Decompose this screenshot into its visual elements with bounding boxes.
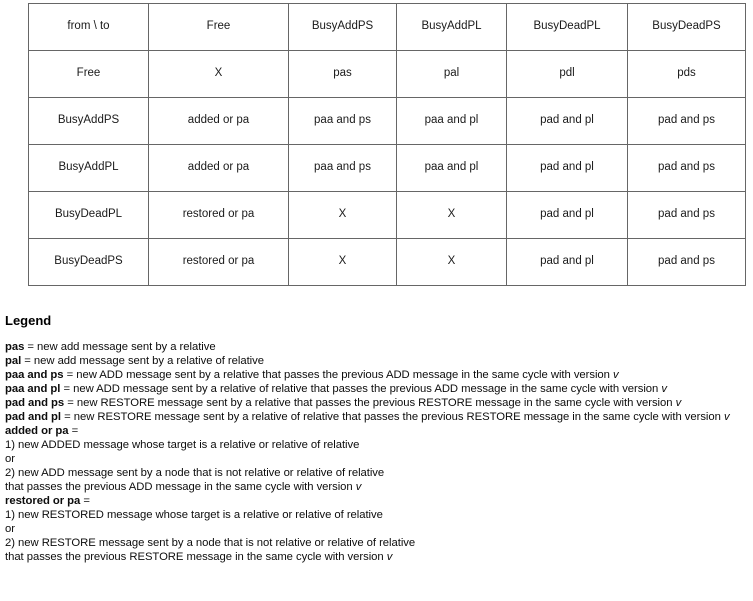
table-column-header: BusyDeadPL [507,4,628,51]
legend-version-variable: v [675,397,682,410]
legend-term: paa and ps [5,369,64,382]
table-row-header: BusyAddPL [29,145,149,192]
table-row-header: BusyAddPS [29,98,149,145]
legend-description: = new ADD message sent by a relative that passes the previous ADD message in the same cycle with version [63,369,613,382]
legend-line [5,508,750,522]
legend-description: or [5,453,15,466]
table-row [29,192,746,239]
table-cell: added or pa [149,145,289,192]
legend-line [5,340,750,354]
legend-line [5,494,750,508]
legend-term: pas [5,341,25,354]
legend-description: 1) new ADDED message whose target is a relative or relative of relative [5,439,360,452]
table-cell: X [397,192,507,239]
table-cell: pad and ps [628,192,746,239]
legend-line [5,396,750,410]
legend-term: pad and ps [5,397,65,410]
table-cell: pad and ps [628,239,746,286]
state-transition-table [28,3,746,286]
legend-term: pal [5,355,22,368]
table-column-header: Free [149,4,289,51]
table-cell: pas [289,51,397,98]
table-cell: restored or pa [149,192,289,239]
table-cell: added or pa [149,98,289,145]
legend-version-variable: v [386,551,393,564]
table-column-header: BusyDeadPS [628,4,746,51]
transition-table-container [28,3,745,286]
table-column-header: BusyAddPS [289,4,397,51]
legend-term: paa and pl [5,383,61,396]
legend-line [5,480,750,494]
legend-term: added or pa [5,425,69,438]
table-row [29,51,746,98]
legend-line [5,550,750,564]
table-cell: X [397,239,507,286]
table-cell: pad and pl [507,192,628,239]
legend-version-variable: v [612,369,619,382]
legend-description: = new add message sent by a relative [24,341,216,354]
legend-description: = [80,495,90,508]
legend-line [5,438,750,452]
legend-description: 2) new ADD message sent by a node that is not relative or relative of relative [5,467,385,480]
table-cell: paa and ps [289,98,397,145]
legend-version-variable: v [661,383,667,396]
table-cell: restored or pa [149,239,289,286]
legend-description: = new RESTORE message sent by a relative that passes the previous RESTORE message in the same cycle with version [64,397,676,410]
legend-version-variable: v [723,411,730,424]
legend-line [5,382,750,396]
table-cell: pad and pl [507,239,628,286]
legend-line [5,452,750,466]
table-cell: X [289,192,397,239]
legend-line [5,368,750,382]
legend-description: = new ADD message sent by a relative of relative that passes the previous ADD message in the same cycle with version [60,383,662,396]
legend-line [5,522,750,536]
table-cell: X [289,239,397,286]
table-row [29,145,746,192]
table-row-header: BusyDeadPS [29,239,149,286]
table-row [29,239,746,286]
legend-line [5,410,750,424]
legend-line [5,536,750,550]
legend-term: pad and pl [5,411,61,424]
legend-line [5,354,750,368]
table-corner-header: from \ to [29,4,149,51]
table-cell: pad and pl [507,145,628,192]
legend-description: 1) new RESTORED message whose target is a relative or relative of relative [5,509,383,522]
table-cell: pad and pl [507,98,628,145]
legend-description: that passes the previous ADD message in the same cycle with version [5,481,356,494]
table-cell: pad and ps [628,98,746,145]
table-cell: paa and pl [397,98,507,145]
legend-line [5,466,750,480]
legend-description: 2) new RESTORE message sent by a node that is not relative or relative of relative [5,537,416,550]
legend-line [5,424,750,438]
legend-version-variable: v [355,481,362,494]
legend-title: Legend [5,313,52,328]
table-cell: pad and ps [628,145,746,192]
table-cell: paa and pl [397,145,507,192]
table-row-header: Free [29,51,149,98]
legend-description: that passes the previous RESTORE message in the same cycle with version [5,551,387,564]
legend-term: restored or pa [5,495,81,508]
legend-description: = new RESTORE message sent by a relative of relative that passes the previous RESTORE message in the same cycle with version [61,411,724,424]
legend-line-list [5,340,750,564]
table-row-header: BusyDeadPL [29,192,149,239]
table-cell: pal [397,51,507,98]
table-column-header: BusyAddPL [397,4,507,51]
legend-description: or [5,523,15,536]
table-row [29,98,746,145]
legend-description: = [68,425,79,438]
legend-description: = new add message sent by a relative of relative [21,355,264,368]
table-header-row [29,4,746,51]
table-cell: X [149,51,289,98]
table-cell: pds [628,51,746,98]
table-cell: pdl [507,51,628,98]
table-cell: paa and ps [289,145,397,192]
legend-section [5,314,750,564]
